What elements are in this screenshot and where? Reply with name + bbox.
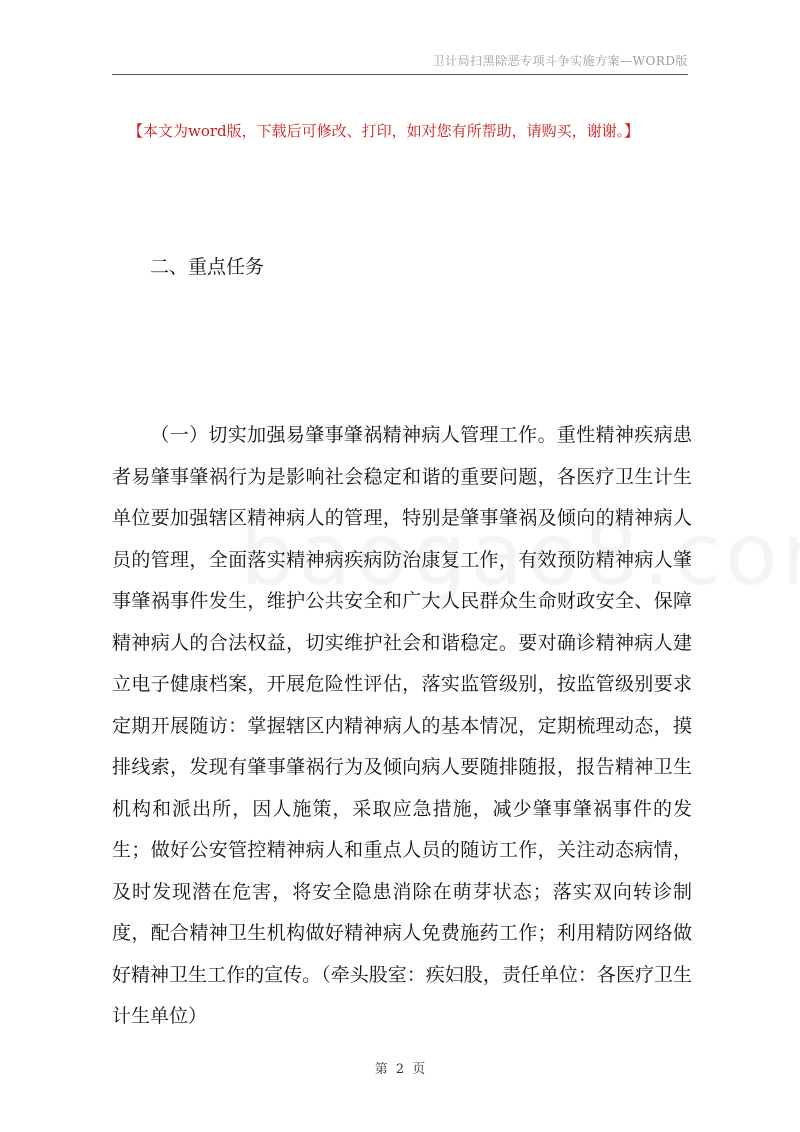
download-notice: 【本文为word版，下载后可修改、打印，如对您有所帮助，请购买，谢谢。】: [128, 122, 640, 140]
page-suffix: 页: [412, 1062, 426, 1077]
header-rule: [112, 74, 688, 75]
section-heading: 二、重点任务: [150, 256, 265, 278]
paragraph-text: （一）切实加强易肇事肇祸精神病人管理工作。重性精神疾病患者易肇事肇祸行为是影响社会稳定和谐的重要问题，各医疗卫生计生单位要加强辖区精神病人的管理，特别是肇事肇祸及倾向的精神病人员的管理，全面落实精神病疾病防治康复工作，有效预防精神病人肇事肇祸事件发生，维护公共安全和广大人民群众生命财政安全、保障精神病人的合法权益，切实维护社会和谐稳定。要对确诊精神病人建立电子健康档案，开展危险性评估，落实监管级别，按监管级别要求定期开展随访：掌握辖区内精神病人的基本情况，定期梳理动态，摸排线索，发现有肇事肇祸行为及倾向病人要随排随报，报告精神卫生机构和派出所，因人施策，采取应急措施，减少肇事肇祸事件的发生；做好公安管控精神病人和重点人员的随访工作，关注动态病情，及时发现潜在危害，将安全隐患消除在萌芽状态；落实双向转诊制度，配合精神卫生机构做好精神病人免费施药工作；利用精防网络做好精神卫生工作的宣传。（牵头股室：疾妇股，责任单位：各医疗卫生计生单位）: [112, 424, 692, 1027]
body-paragraph: [112, 415, 692, 1038]
page-prefix: 第: [374, 1062, 388, 1077]
running-header: 卫计局扫黑除恶专项斗争实施方案—WORD版: [432, 54, 688, 68]
page-footer: [0, 1058, 800, 1077]
page-number: 2: [395, 1062, 405, 1077]
